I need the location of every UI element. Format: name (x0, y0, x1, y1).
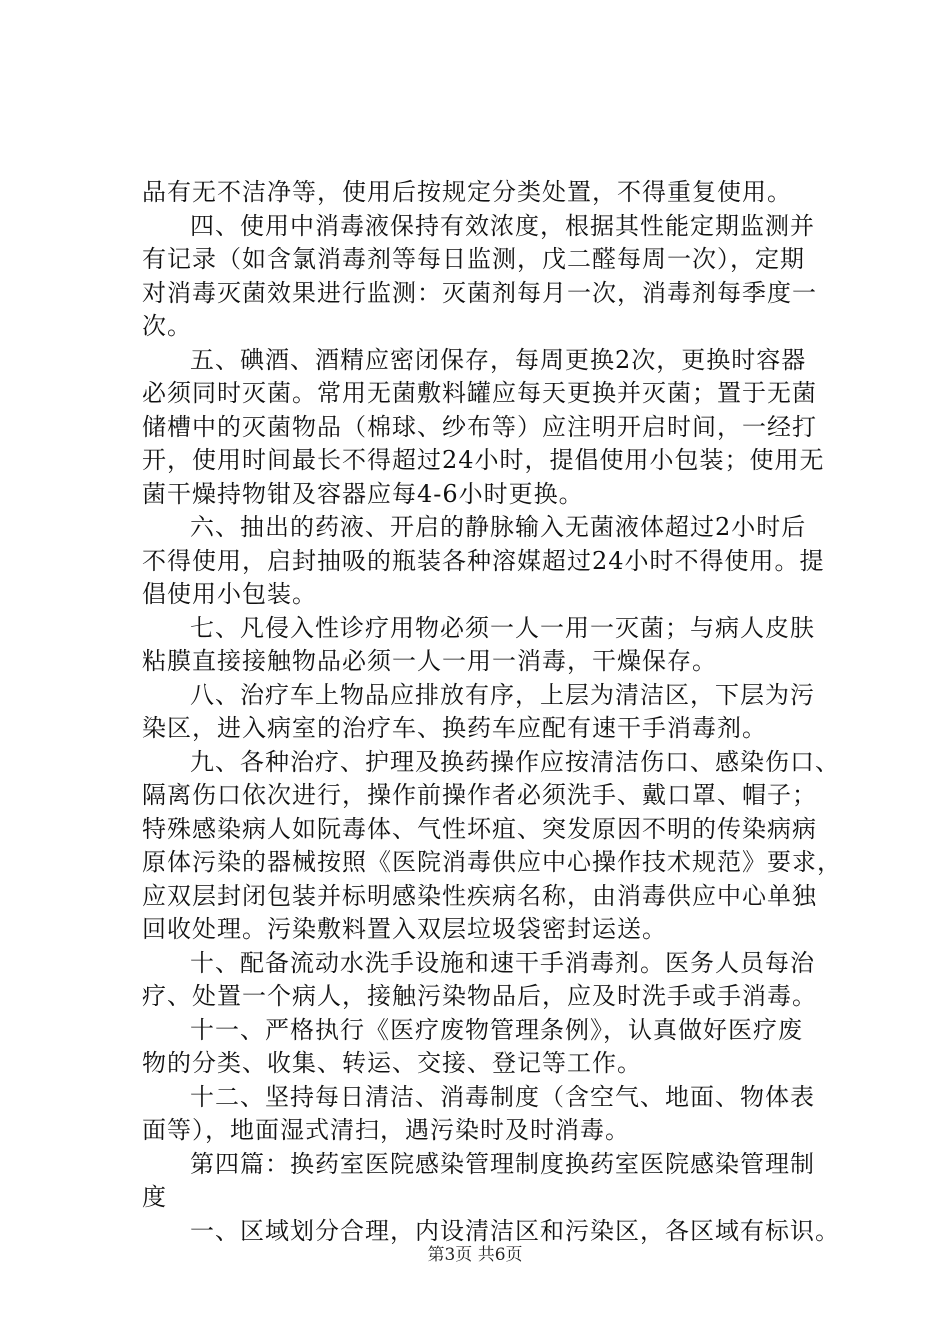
section-heading: 第四篇：换药室医院感染管理制度换药室医院感染管理制 (190, 1149, 815, 1178)
text-line: 七、凡侵入性诊疗用物必须一人一用一灭菌；与病人皮肤 (190, 613, 815, 642)
text-line: 六、抽出的药液、开启的静脉输入无菌液体超过2小时后 (190, 513, 807, 541)
text-line: 五、碘酒、酒精应密闭保存，每周更换2次，更换时容器 (190, 345, 807, 374)
text-line: 十一、严格执行《医疗废物管理条例》，认真做好医疗废 (190, 1015, 803, 1044)
text-line: 疗、处置一个病人，接触污染物品后，应及时洗手或手消毒。 (142, 982, 817, 1010)
text-line: 开，使用时间最长不得超过24小时，提倡使用小包装；使用无 (142, 446, 825, 474)
text-line: 隔离伤口依次进行，操作前操作者必须洗手、戴口罩、帽子； (142, 781, 817, 809)
text-line: 原体污染的器械按照《医院消毒供应中心操作技术规范》要求， (142, 848, 842, 876)
text-line: 面等），地面湿式清扫，遇污染时及时消毒。 (142, 1116, 630, 1144)
text-line: 一、区域划分合理，内设清洁区和污染区，各区域有标识。 (190, 1216, 840, 1245)
text-line: 回收处理。污染敷料置入双层垃圾袋密封运送。 (142, 915, 667, 943)
document-body (142, 176, 852, 1248)
text-line: 品有无不洁净等，使用后按规定分类处置，不得重复使用。 (142, 178, 792, 206)
text-line: 粘膜直接接触物品必须一人一用一消毒，干燥保存。 (142, 647, 717, 675)
text-line: 有记录（如含氯消毒剂等每日监测，戊二醛每周一次），定期 (142, 245, 805, 273)
text-line: 不得使用，启封抽吸的瓶装各种溶媒超过24小时不得使用。提 (142, 546, 825, 575)
text-line: 十、配备流动水洗手设施和速干手消毒剂。医务人员每治 (190, 948, 815, 977)
text-line: 应双层封闭包装并标明感染性疾病名称，由消毒供应中心单独 (142, 881, 817, 910)
text-line: 储槽中的灭菌物品（棉球、纱布等）应注明开启时间，一经打 (142, 412, 817, 441)
text-line: 倡使用小包装。 (142, 580, 317, 608)
text-line: 必须同时灭菌。常用无菌敷料罐应每天更换并灭菌；置于无菌 (142, 379, 817, 407)
text-line: 十二、坚持每日清洁、消毒制度（含空气、地面、物体表 (190, 1082, 815, 1111)
text-line: 菌干燥持物钳及容器应每4-6小时更换。 (142, 479, 584, 508)
text-line: 四、使用中消毒液保持有效浓度，根据其性能定期监测并 (190, 211, 815, 240)
section-heading: 度 (142, 1183, 167, 1211)
text-line: 次。 (142, 312, 192, 340)
text-line: 物的分类、收集、转运、交接、登记等工作。 (142, 1049, 642, 1077)
text-line: 对消毒灭菌效果进行监测：灭菌剂每月一次，消毒剂每季度一 (142, 278, 817, 307)
text-line: 九、各种治疗、护理及换药操作应按清洁伤口、感染伤口、 (190, 747, 840, 776)
page-footer: 第3页 共6页 (427, 1245, 523, 1265)
text-line: 八、治疗车上物品应排放有序，上层为清洁区，下层为污 (190, 680, 815, 709)
text-line: 染区，进入病室的治疗车、换药车应配有速干手消毒剂。 (142, 714, 767, 742)
text-line: 特殊感染病人如阮毒体、气性坏疽、突发原因不明的传染病病 (142, 814, 817, 843)
